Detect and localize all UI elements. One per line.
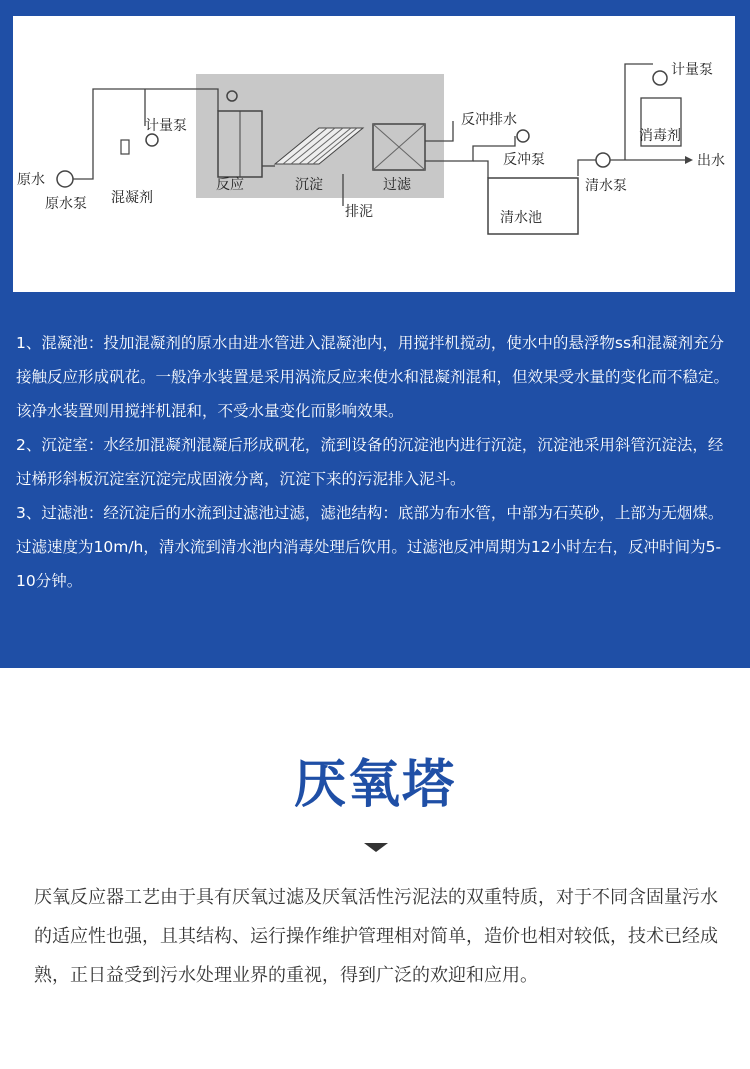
backwash-pump-icon: [517, 130, 529, 142]
label-metering-pump-right: 计量泵: [671, 62, 713, 78]
label-sedimentation: 沉淀: [295, 177, 323, 193]
section-title: 厌氧塔: [293, 755, 456, 815]
label-clear-water-tank: 清水池: [500, 210, 542, 226]
white-section: [0, 668, 750, 1069]
label-reaction: 反应: [216, 177, 244, 193]
description-paragraph-3: 3、过滤池：经沉淀后的水流到过滤池过滤，滤池结构：底部为布水管，中部为石英砂，上部为无烟煤。过滤速度为10m/h，清水流到清水池内消毒处理后饮用。过滤池反冲周期为12小时左右，反冲时间为5-10分钟。: [16, 504, 724, 590]
process-flow-svg: [13, 16, 735, 292]
filter-to-tank-pipe: [473, 161, 488, 178]
label-coagulant: 混凝剂: [111, 190, 153, 206]
outlet-arrow-icon: [685, 156, 693, 164]
label-sludge-discharge: 排泥: [345, 204, 373, 220]
label-disinfectant: 消毒剂: [639, 128, 681, 144]
process-description: [16, 326, 738, 598]
metering-pump-right-icon: [653, 71, 667, 85]
label-backwash-pump: 反冲泵: [503, 152, 545, 168]
label-raw-water: 原水: [17, 172, 45, 188]
description-paragraph-2: 2、沉淀室：水经加混凝剂混凝后形成矾花，流到设备的沉淀池内进行沉淀，沉淀池采用斜管沉淀法，经过梯形斜板沉淀室沉淀完成固液分离，沉淀下来的污泥排入泥斗。: [16, 436, 724, 488]
label-filtration: 过滤: [383, 177, 411, 193]
label-backwash-drain: 反冲排水: [461, 112, 517, 128]
process-flow-diagram: [13, 16, 735, 292]
coagulant-tank-icon: [121, 140, 129, 154]
clear-water-pump-icon: [596, 153, 610, 167]
down-triangle-icon: [364, 843, 388, 852]
metering-pump-left-icon: [146, 134, 158, 146]
label-clear-water-pump: 清水泵: [585, 178, 627, 194]
description-paragraph-1: 1、混凝池：投加混凝剂的原水由进水管进入混凝池内，用搅拌机搅动，使水中的悬浮物ss和混凝剂充分接触反应形成矾花。一般净水装置是采用涡流反应来使水和混凝剂混和，但效果受水量的变化而不稳定。该净水装置则用搅拌机混和，不受水量变化而影响效果。: [16, 334, 730, 420]
raw-water-pump-icon: [57, 171, 73, 187]
label-metering-pump-left: 计量泵: [145, 118, 187, 134]
label-raw-water-pump: 原水泵: [45, 196, 87, 212]
section-body: 厌氧反应器工艺由于具有厌氧过滤及厌氧活性污泥法的双重特质，对于不同含固量污水的适应性也强，且其结构、运行操作维护管理相对简单，造价也相对较低，技术已经成熟，正日益受到污水处理业界的重视，得到广泛的欢迎和应用。: [34, 887, 718, 986]
label-water-out: 出水: [697, 153, 725, 169]
tank-to-pump-pipe: [578, 160, 596, 176]
